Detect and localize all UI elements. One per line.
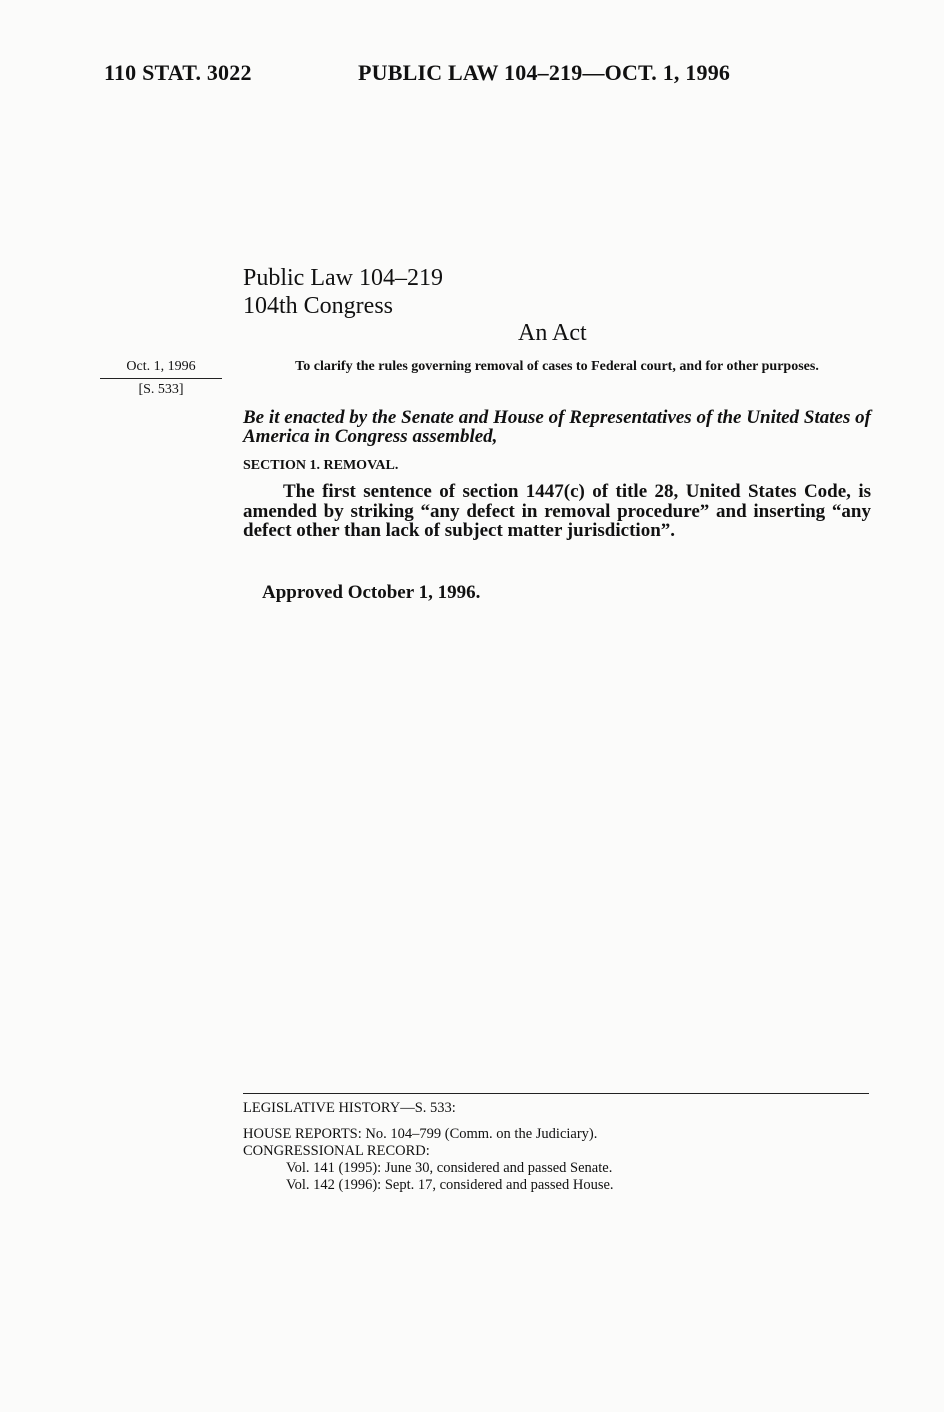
legislative-history: [243, 1100, 871, 1194]
history-divider: [243, 1093, 869, 1094]
public-law-number: Public Law 104–219: [243, 265, 443, 291]
margin-note: [100, 358, 222, 399]
legislative-history-title: LEGISLATIVE HISTORY—S. 533:: [243, 1100, 456, 1116]
stat-reference: 110 STAT. 3022: [104, 60, 252, 85]
act-heading: An Act: [518, 320, 587, 346]
act-purpose: To clarify the rules governing removal of cases to Federal court, and for other purposes.: [295, 359, 819, 374]
section-body: The first sentence of section 1447(c) of title 28, United States Code, is amended by striking “any defect in removal procedure” and inserting “any defect other than lack of subject matter jurisdiction”.: [243, 481, 871, 541]
law-title-block: [243, 264, 443, 320]
margin-date: Oct. 1, 1996: [100, 358, 222, 379]
approval-line: Approved October 1, 1996.: [262, 582, 481, 603]
house-reports-line: HOUSE REPORTS: No. 104–799 (Comm. on the Judiciary).: [243, 1126, 598, 1142]
section-heading: SECTION 1. REMOVAL.: [243, 458, 399, 473]
record-vol-142: Vol. 142 (1996): Sept. 17, considered and passed House.: [286, 1177, 614, 1193]
running-title: PUBLIC LAW 104–219—OCT. 1, 1996: [358, 60, 731, 85]
congressional-record-line: CONGRESSIONAL RECORD:: [243, 1143, 430, 1159]
margin-bill-number: [S. 533]: [138, 382, 184, 397]
record-vol-141: Vol. 141 (1995): June 30, considered and passed Senate.: [286, 1160, 613, 1176]
enacting-clause: Be it enacted by the Senate and House of Representatives of the United States of America in Congress assembled,: [243, 407, 871, 447]
congress-number: 104th Congress: [243, 293, 393, 319]
